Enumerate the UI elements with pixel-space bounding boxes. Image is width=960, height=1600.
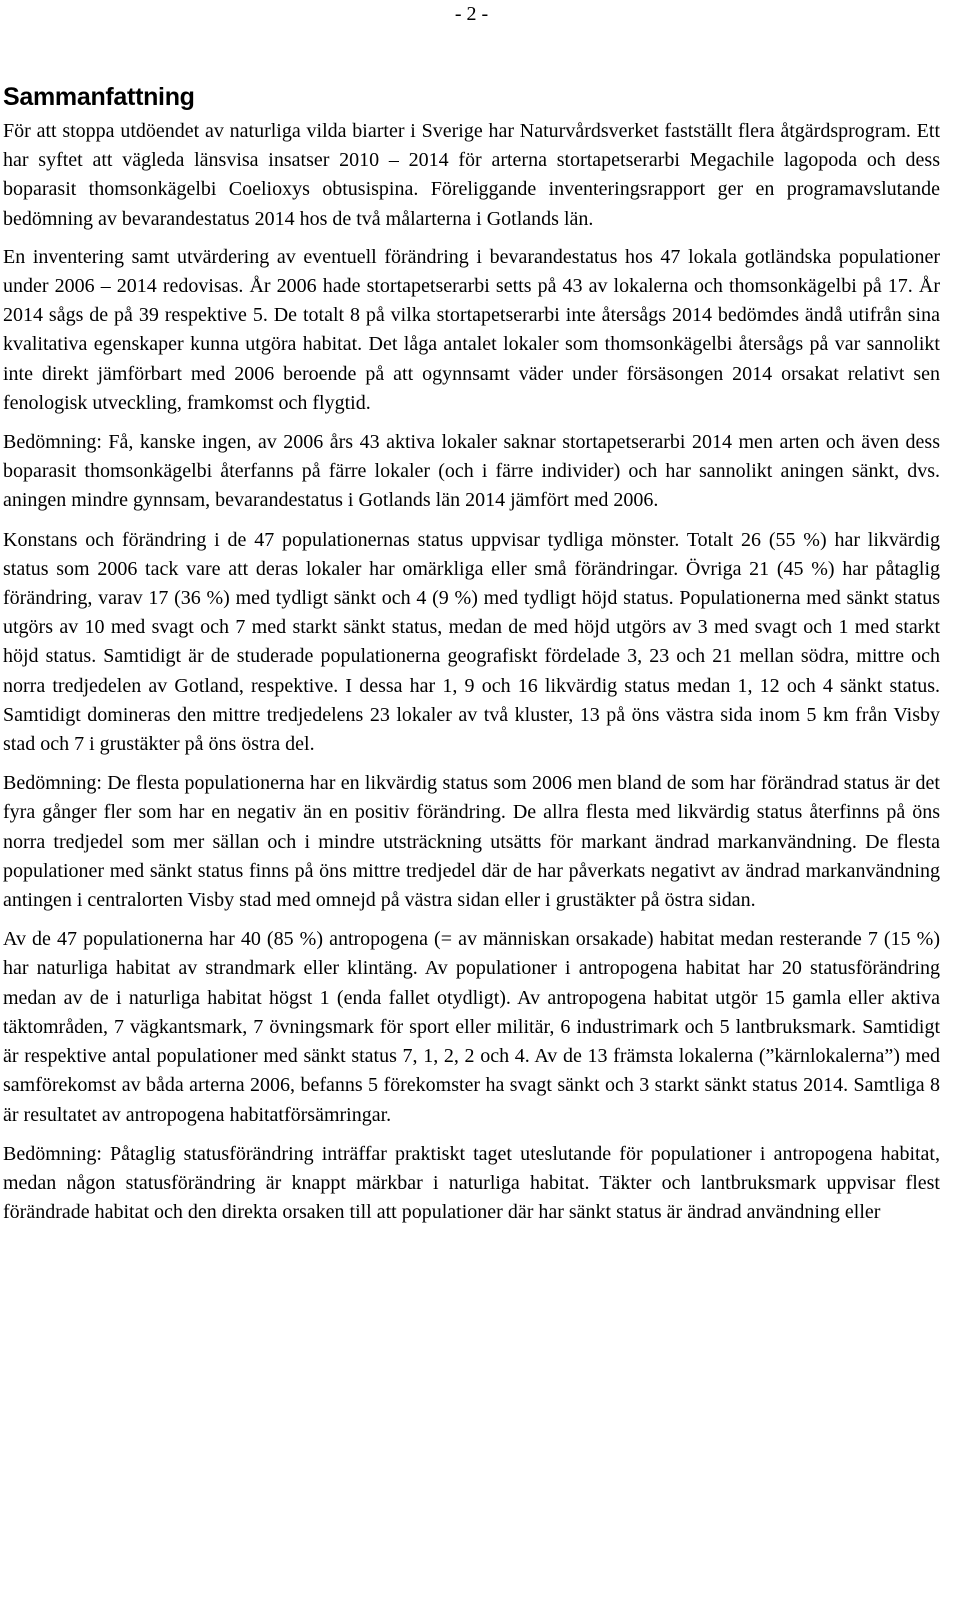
paragraph-habitats: Av de 47 populationerna har 40 (85 %) antropogena (= av människan orsakade) habitat medan resterande 7 (15 %) har naturliga habitat av strandmark eller klintäng. Av populationer i antropogena habitat har 20 statusförändring medan av de i naturliga habitat högst 1 (enda fallet otydligt). Av antropogena habitat utgör 15 gamla eller aktiva täktområden, 7 vägkantsmark, 7 övningsmark för sport eller militär, 6 industrimark och 5 lantbruksmark. Samtidigt är respektive antal populationer med sänkt status 7, 1, 2, 2 och 4. Av de 13 främsta lokalerna (”kärnlokalerna”) med samförekomst av båda arterna 2006, befanns 5 förekomster ha svagt sänkt och 3 starkt sänkt status 2014. Samtliga 8 är resultatet av antropogena habitatförsämringar. xyxy=(3,928,940,1126)
paragraph-assessment-2: Bedömning: De flesta populationerna har en likvärdig status som 2006 men bland de som har förändrad status är det fyra gånger fler som har en negativ än en positiv förändring. De allra flesta med likvärdig status återfinns på öns norra tredjedel som mer sällan och i mindre utsträckning utsätts för markant ändrad markanvändning. De flesta populationer med sänkt status finns på öns mittre tredjedel där de har påverkats negativt av ändrad markanvändning antingen i centralorten Visby stad med omnejd på västra sidan eller i grustäkter på östra sidan. xyxy=(3,772,940,912)
paragraph-assessment-1: Bedömning: Få, kanske ingen, av 2006 års 43 aktiva lokaler saknar stortapetserarbi 2014 men arten och även dess boparasit thomsonkägelbi återfanns på färre lokaler (och i färre individer) och har sannolikt aningen sänkt, dvs. aningen mindre gynnsam, bevarandestatus i Gotlands län 2014 jämfört med 2006. xyxy=(3,431,940,512)
paragraph-status-patterns: Konstans och förändring i de 47 populationernas status uppvisar tydliga mönster. Totalt 26 (55 %) har likvärdig status som 2006 tack vare att deras lokaler har omärkliga eller små förändringar. Övriga 21 (45 %) har påtaglig förändring, varav 17 (36 %) med tydligt sänkt och 4 (9 %) med tydligt höjd status. Populationerna med sänkt status utgörs av 10 med svagt och 7 med starkt sänkt status, medan de med höjd utgörs av 3 med svagt och 1 med starkt höjd status. Samtidigt är de studerade populationerna geografiskt fördelade 3, 23 och 21 mellan södra, mittre och norra tredjedelen av Gotland, respektive. I dessa har 1, 9 och 16 likvärdig status medan 1, 12 och 4 sänkt status. Samtidigt domineras den mittre tredjedelens 23 lokaler av två kluster, 13 på öns västra sida inom 5 km från Visby stad och 7 i grustäkter på öns östra del. xyxy=(3,528,940,756)
section-heading: Sammanfattning xyxy=(3,83,195,111)
paragraph-assessment-3: Bedömning: Påtaglig statusförändring inträffar praktiskt taget uteslutande för populationer i antropogena habitat, medan någon statusförändring är knappt märkbar i naturliga habitat. Täkter och lantbruksmark uppvisar flest förändrade habitat och den direkta orsaken till att populationer där har sänkt status är ändrad användning eller xyxy=(3,1142,940,1224)
paragraph-intro: För att stoppa utdöendet av naturliga vilda biarter i Sverige har Naturvårdsverket fastställt flera åtgärdsprogram. Ett har syftet att vägleda länsvisa insatser 2010 – 2014 för arterna stortapetserarbi Megachile lagopoda och dess boparasit thomsonkägelbi Coelioxys obtusispina. Föreliggande inventeringsrapport ger en programavslutande bedömning av bevarandestatus 2014 hos de två målarterna i Gotlands län. xyxy=(3,120,940,230)
paragraph-inventory: En inventering samt utvärdering av eventuell förändring i bevarandestatus hos 47 lokala gotländska populationer under 2006 – 2014 redovisas. År 2006 hade stortapetserarbi setts på 43 av lokalerna och thomsonkägelbi på 17. År 2014 sågs de på 39 respektive 5. De totalt 8 på vilka stortapetserarbi inte återsågs 2014 bedömdes ändå utifrån sina kvalitativa egenskaper kunna utgöra habitat. Det låga antalet lokaler som thomsonkägelbi återsågs på var sannolikt inte direkt jämförbart med 2006 beroende på att ogynnsamt väder under försäsongen 2014 orsakat relativt sen fenologisk utveckling, framkomst och flygtid. xyxy=(3,245,940,414)
page-number: - 2 - xyxy=(454,3,489,25)
